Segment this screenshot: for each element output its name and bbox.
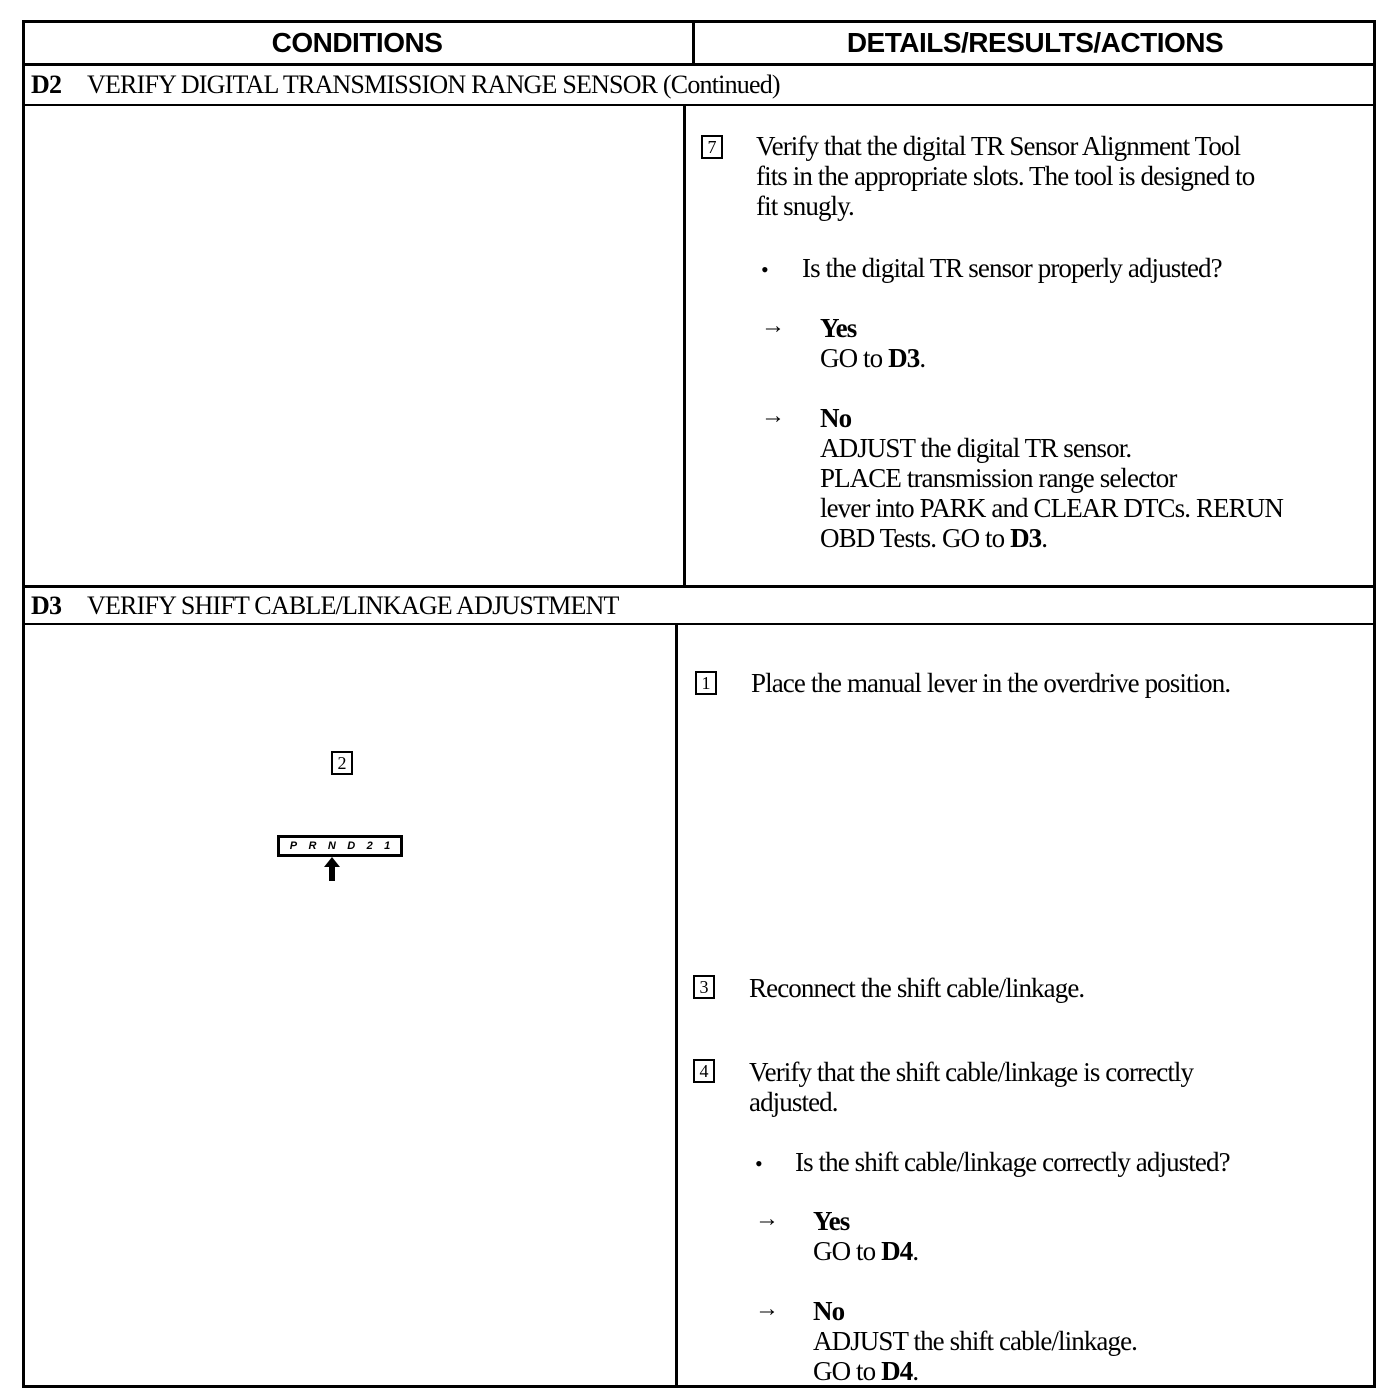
gear-letter: N xyxy=(327,840,336,852)
d3-no-line: ADJUST the shift cable/linkage. xyxy=(813,1326,1138,1356)
d2-step-7-line: fits in the appropriate slots. The tool is designed to xyxy=(756,161,1255,191)
d2-question: Is the digital TR sensor properly adjusted? xyxy=(802,253,1222,283)
right-arrow-icon: → xyxy=(761,313,785,339)
d3-yes-end: . xyxy=(912,1236,919,1266)
d2-no-line: lever into PARK and CLEAR DTCs. RERUN xyxy=(820,493,1283,523)
d2-yes-target: D3 xyxy=(888,343,920,373)
gear-letter: D xyxy=(347,840,356,852)
d3-no-end: . xyxy=(912,1356,919,1386)
right-arrow-icon: → xyxy=(755,1206,779,1232)
table-header xyxy=(25,23,1373,66)
d2-column-divider xyxy=(683,106,686,585)
step-1-marker: 1 xyxy=(695,671,717,695)
d2-no-target: D3 xyxy=(1010,523,1042,553)
d2-no-line: PLACE transmission range selector xyxy=(820,463,1177,493)
step-7-marker: 7 xyxy=(701,135,723,159)
d2-step-7-text xyxy=(756,131,1254,221)
step-3-marker: 3 xyxy=(693,975,715,999)
d3-step-4-line: adjusted. xyxy=(749,1087,838,1117)
gear-letter: R xyxy=(308,840,317,852)
gear-letter: P xyxy=(289,840,298,852)
gear-letter: 1 xyxy=(384,840,391,852)
d3-step-3-text: Reconnect the shift cable/linkage. xyxy=(749,973,1085,1003)
d3-yes-branch xyxy=(813,1206,918,1266)
section-d3-code: D3 xyxy=(31,590,62,620)
d3-step-4-text xyxy=(749,1057,1193,1117)
d3-no-branch xyxy=(813,1296,1137,1386)
d2-yes-end: . xyxy=(919,343,926,373)
d3-question: Is the shift cable/linkage correctly adjusted? xyxy=(795,1147,1230,1177)
bullet-icon: • xyxy=(761,257,769,282)
d2-yes-label: Yes xyxy=(820,313,857,343)
up-arrow-icon xyxy=(323,857,341,881)
d2-no-line: ADJUST the digital TR sensor. xyxy=(820,433,1132,463)
d2-no-branch xyxy=(820,403,1283,553)
d2-no-end: . xyxy=(1041,523,1048,553)
d3-yes-text: GO to xyxy=(813,1236,882,1266)
gear-selector-indicator xyxy=(277,835,403,857)
section-d3-heading xyxy=(25,585,1373,625)
section-d2-title: VERIFY DIGITAL TRANSMISSION RANGE SENSOR (Continued) xyxy=(87,70,780,99)
d3-step-1-text: Place the manual lever in the overdrive position. xyxy=(751,668,1231,698)
d2-yes-text: GO to xyxy=(820,343,889,373)
d3-no-last: GO to xyxy=(813,1356,882,1386)
right-arrow-icon: → xyxy=(761,403,785,429)
d3-column-divider xyxy=(675,625,678,1388)
d3-yes-label: Yes xyxy=(813,1206,850,1236)
section-d3-title: VERIFY SHIFT CABLE/LINKAGE ADJUSTMENT xyxy=(87,590,619,620)
d3-no-label: No xyxy=(813,1296,845,1326)
d3-no-target: D4 xyxy=(881,1356,913,1386)
conditions-header: CONDITIONS xyxy=(271,27,443,58)
right-arrow-icon: → xyxy=(755,1296,779,1322)
d2-yes-branch xyxy=(820,313,925,373)
procedure-table xyxy=(22,20,1376,1388)
section-d2-code: D2 xyxy=(31,70,62,99)
d3-yes-target: D4 xyxy=(881,1236,913,1266)
d2-step-7-line: fit snugly. xyxy=(756,191,854,221)
d2-step-7-line: Verify that the digital TR Sensor Alignment Tool xyxy=(756,131,1241,161)
step-2-marker: 2 xyxy=(331,751,353,775)
step-4-marker: 4 xyxy=(693,1059,715,1083)
d2-no-last: OBD Tests. GO to xyxy=(820,523,1011,553)
bullet-icon: • xyxy=(755,1151,763,1176)
d2-no-label: No xyxy=(820,403,852,433)
d3-step-4-line: Verify that the shift cable/linkage is correctly xyxy=(749,1057,1194,1087)
gear-letter: 2 xyxy=(366,840,373,852)
details-header: DETAILS/RESULTS/ACTIONS xyxy=(692,23,1375,63)
section-d2-heading xyxy=(25,66,1373,106)
